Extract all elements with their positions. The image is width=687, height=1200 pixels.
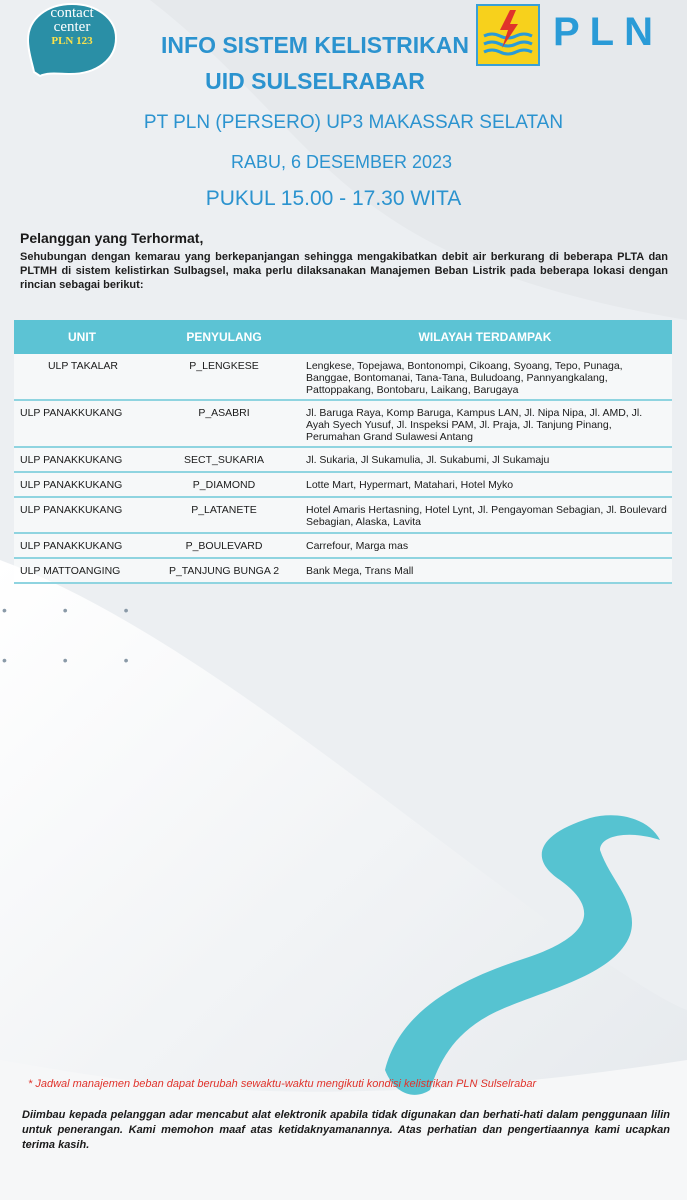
cell-feeder: P_TANJUNG BUNGA 2: [168, 565, 280, 577]
pln-logo-text: PLN: [553, 10, 663, 54]
header-area: WILAYAH TERDAMPAK: [298, 320, 672, 354]
cell-feeder: P_ASABRI: [198, 407, 250, 419]
table-row: [14, 533, 672, 558]
greeting: Pelanggan yang Terhormat,: [20, 230, 204, 246]
cell-feeder: P_BOULEVARD: [185, 540, 263, 552]
badge-line3: PLN 123: [51, 35, 93, 47]
cell-area: Lotte Mart, Hypermart, Matahari, Hotel Myko: [306, 479, 514, 491]
page-title-line1: INFO SISTEM KELISTRIKAN: [161, 32, 469, 58]
cell-unit: ULP PANAKKUKANG: [20, 540, 123, 552]
intro-paragraph: Sehubungan dengan kemarau yang berkepanjangan sehingga mengakibatkan debit air berkurang di beberapa PLTA dan PLTMH di sistem kelistirkan Sulbagsel, maka perlu dilaksanakan Manajemen Beban Listrik pada beberapa lokasi dengan rincian sebagai berikut:: [20, 251, 668, 291]
cell-feeder: P_LATANETE: [191, 504, 257, 516]
cell-unit: ULP MATTOANGING: [20, 565, 121, 577]
closing-paragraph: Diimbau kepada pelanggan adar mencabut alat elektronik apabila tidak digunakan dan berhati-hati dalam penggunaan lilin untuk penerangan. Kami memohon maaf atas ketidaknyamanannya. Atas perhatian dan pengertiaannya kami ucapkan terima kasih.: [22, 1109, 670, 1151]
table-row: [14, 400, 672, 447]
decorative-dots: • • •: [2, 602, 155, 618]
page-title-line2: UID SULSELRABAR: [205, 68, 425, 94]
cell-unit: ULP PANAKKUKANG: [20, 407, 123, 419]
table-header-row: [14, 320, 672, 354]
event-date: RABU, 6 DESEMBER 2023: [230, 152, 453, 172]
badge-line2: center: [53, 19, 91, 35]
table-row: [14, 354, 672, 400]
badge-line1: contact: [50, 5, 94, 21]
header-unit: UNIT: [14, 320, 150, 354]
decorative-dots: • • •: [2, 652, 155, 668]
cell-unit: ULP TAKALAR: [47, 360, 119, 372]
cell-area: Lengkese, Topejawa, Bontonompi, Cikoang, Syoang, Tepo, Punaga, Banggae, Bontomanai, Tana-Tana, Buludoang, Pannyangkalang, Pattoppakang, Bontobaru, Laikang, Barugaya: [306, 360, 623, 396]
cell-area: Hotel Amaris Hertasning, Hotel Lynt, Jl. Pengayoman Sebagian, Jl. Boulevard Sebagian, Alaska, Lavita: [306, 504, 667, 528]
cell-area: Bank Mega, Trans Mall: [306, 565, 414, 577]
schedule-change-note: * Jadwal manajemen beban dapat berubah sewaktu-waktu mengikuti kondisi kelistrikan PLN Sulselrabar: [28, 1078, 537, 1090]
event-time: PUKUL 15.00 - 17.30 WITA: [205, 187, 462, 210]
cell-feeder: P_LENGKESE: [189, 360, 259, 372]
schedule-table: [14, 320, 672, 584]
table-row: [14, 558, 672, 583]
company-name: PT PLN (PERSERO) UP3 MAKASSAR SELATAN: [143, 112, 564, 133]
cell-unit: ULP PANAKKUKANG: [20, 479, 123, 491]
cell-feeder: P_DIAMOND: [192, 479, 256, 491]
cell-area: Jl. Sukaria, Jl Sukamulia, Jl. Sukabumi, Jl Sukamaju: [306, 454, 550, 466]
cell-area: Jl. Baruga Raya, Komp Baruga, Kampus LAN, Jl. Nipa Nipa, Jl. AMD, Jl. Ayah Syech Yusuf, Jl. Inspeksi PAM, Jl. Praja, Jl. Tanjung Pinang, Perumahan Grand Sulawesi Antang: [306, 407, 643, 443]
cell-unit: ULP PANAKKUKANG: [20, 504, 123, 516]
cell-feeder: SECT_SUKARIA: [184, 454, 264, 466]
cell-area: Carrefour, Marga mas: [306, 540, 409, 552]
table-row: [14, 497, 672, 533]
header-feeder: PENYULANG: [150, 320, 298, 354]
table-row: [14, 472, 672, 497]
cell-unit: ULP PANAKKUKANG: [20, 454, 123, 466]
table-row: [14, 447, 672, 472]
